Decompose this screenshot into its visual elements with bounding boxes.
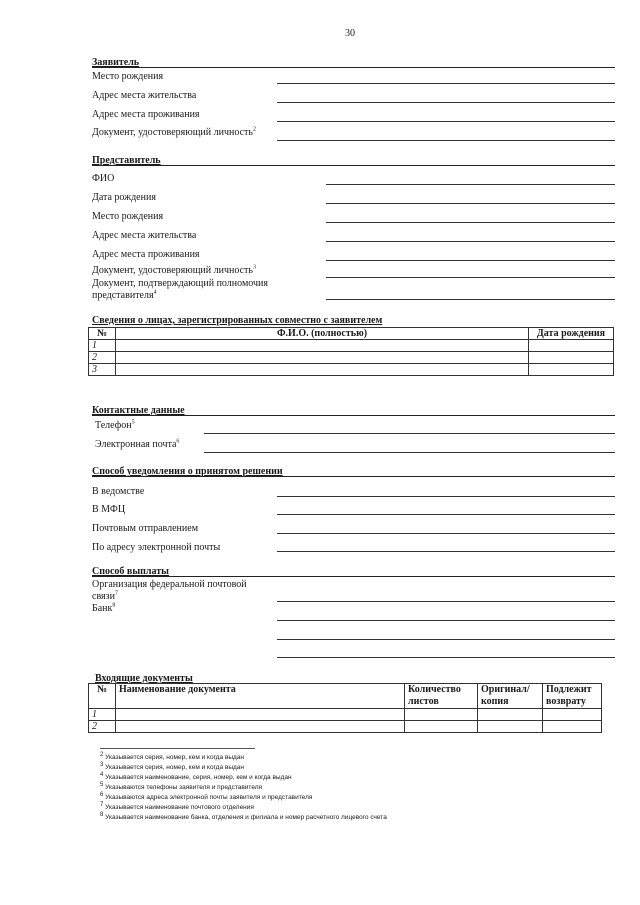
representative-name-field[interactable] [326,184,615,185]
representative-birthdate-field[interactable] [326,203,615,204]
representative-name-label: ФИО [92,173,115,184]
original-copy-cell[interactable] [478,721,543,733]
sheet-count-cell[interactable] [405,721,478,733]
birthdate-cell[interactable] [529,352,614,364]
bank-field-line-3[interactable] [277,657,615,658]
notification-heading: Способ уведомления о принятом решении [92,466,283,477]
applicant-residence-label: Адрес места жительства [92,90,197,101]
doc-name-cell[interactable] [116,709,405,721]
footnote-separator [100,748,255,749]
notify-email-option: По адресу электронной почты [92,542,221,553]
birthdate-cell[interactable] [529,364,614,376]
representative-stay-address-field[interactable] [326,260,615,261]
contacts-heading: Контактные данные [92,405,185,416]
incoming-col-number: № [89,684,116,709]
footnote-5: $^5$ Указываются телефоны заявителя и представителя [100,781,263,791]
cohabitants-heading: Сведения о лицах, зарегистрированных совместно с заявителем [92,315,383,326]
footnote-6: $^6$ Указываются адреса электронной почты заявителя и представителя [100,791,313,801]
incoming-col-doc-name: Наименование документа [116,684,405,709]
applicant-heading-rule [92,67,615,68]
incoming-col-returnable: Подлежит возврату [543,684,602,709]
page-number: 30 [345,28,355,39]
applicant-residence-field[interactable] [277,102,615,103]
representative-id-doc-field[interactable] [326,277,615,278]
row-number: 1 [89,709,116,721]
applicant-id-doc-label: Документ, удостоверяющий личность$^2$ [92,126,256,138]
cohabitants-table [88,327,614,376]
row-number: 2 [89,721,116,733]
representative-authority-doc-label-line1: Документ, подтверждающий полномочия [92,278,268,289]
post-office-label-line2: связи$^7$ [92,590,118,602]
phone-label: Телефон$^5$ [95,419,135,431]
applicant-stay-address-label: Адрес места проживания [92,109,200,120]
representative-heading-rule [92,165,615,166]
applicant-birthplace-field[interactable] [277,83,615,84]
footnote-2: $^2$ Указывается серия, номер, кем и когда выдан [100,751,244,761]
payment-heading-rule [92,576,615,577]
returnable-cell[interactable] [543,721,602,733]
notify-agency-field[interactable] [277,496,615,497]
name-cell[interactable] [116,364,529,376]
bank-label: Банк$^8$ [92,602,116,614]
notify-mfc-field[interactable] [277,514,615,515]
bank-field-line-1[interactable] [277,620,615,621]
notification-heading-rule [92,476,615,477]
table-row [89,721,602,733]
cohabitants-col-birthdate: Дата рождения [529,328,614,340]
contacts-heading-rule [92,415,615,416]
doc-name-cell[interactable] [116,721,405,733]
original-copy-cell[interactable] [478,709,543,721]
applicant-id-doc-field[interactable] [277,140,615,141]
table-row [89,340,614,352]
table-row [89,709,602,721]
notify-mail-option: Почтовым отправлением [92,523,199,534]
email-field[interactable] [204,452,615,453]
representative-stay-address-label: Адрес места проживания [92,249,200,260]
incoming-heading: Входящие документы [95,673,193,684]
post-office-label-line1: Организация федеральной почтовой [92,579,247,590]
footnote-4: $^4$ Указывается наименование, серия, номер, кем и когда выдан [100,771,292,781]
representative-birthdate-label: Дата рождения [92,192,156,203]
payment-heading: Способ выплаты [92,566,169,577]
representative-authority-doc-label-line2: представителя$^4$ [92,289,157,301]
cohabitants-col-number: № [89,328,116,340]
representative-heading: Представитель [92,155,161,166]
representative-residence-label: Адрес места жительства [92,230,197,241]
notify-mail-field[interactable] [277,533,615,534]
notify-mfc-option: В МФЦ [92,504,126,515]
representative-authority-doc-field[interactable] [326,299,615,300]
sheet-count-cell[interactable] [405,709,478,721]
bank-field-line-2[interactable] [277,639,615,640]
notify-email-field[interactable] [277,551,615,552]
incoming-docs-table [88,683,602,733]
notify-agency-option: В ведомстве [92,486,145,497]
applicant-heading: Заявитель [92,57,140,68]
table-row [89,364,614,376]
name-cell[interactable] [116,352,529,364]
footnote-8: $^8$ Указывается наименование банка, отделения и филиала и номер расчетного лицевого счета [100,811,387,821]
row-number: 3 [89,364,116,376]
email-label: Электронная почта$^6$ [95,438,180,450]
incoming-col-sheet-count: Количество листов [405,684,478,709]
phone-field[interactable] [204,433,615,434]
representative-birthplace-label: Место рождения [92,211,164,222]
applicant-stay-address-field[interactable] [277,121,615,122]
birthdate-cell[interactable] [529,340,614,352]
representative-birthplace-field[interactable] [326,222,615,223]
footnote-3: $^3$ Указывается серия, номер, кем и когда выдан [100,761,244,771]
incoming-col-original-copy: Оригинал/ копия [478,684,543,709]
footnote-7: $^7$ Указывается наименование почтового отделения [100,801,254,811]
footnotes [100,753,387,823]
returnable-cell[interactable] [543,709,602,721]
representative-residence-field[interactable] [326,241,615,242]
post-office-field[interactable] [277,601,615,602]
row-number: 2 [89,352,116,364]
table-row [89,352,614,364]
applicant-birthplace-label: Место рождения [92,71,164,82]
representative-id-doc-label: Документ, удостоверяющий личность$^3$ [92,264,256,276]
cohabitants-col-name: Ф.И.О. (полностью) [116,328,529,340]
name-cell[interactable] [116,340,529,352]
row-number: 1 [89,340,116,352]
